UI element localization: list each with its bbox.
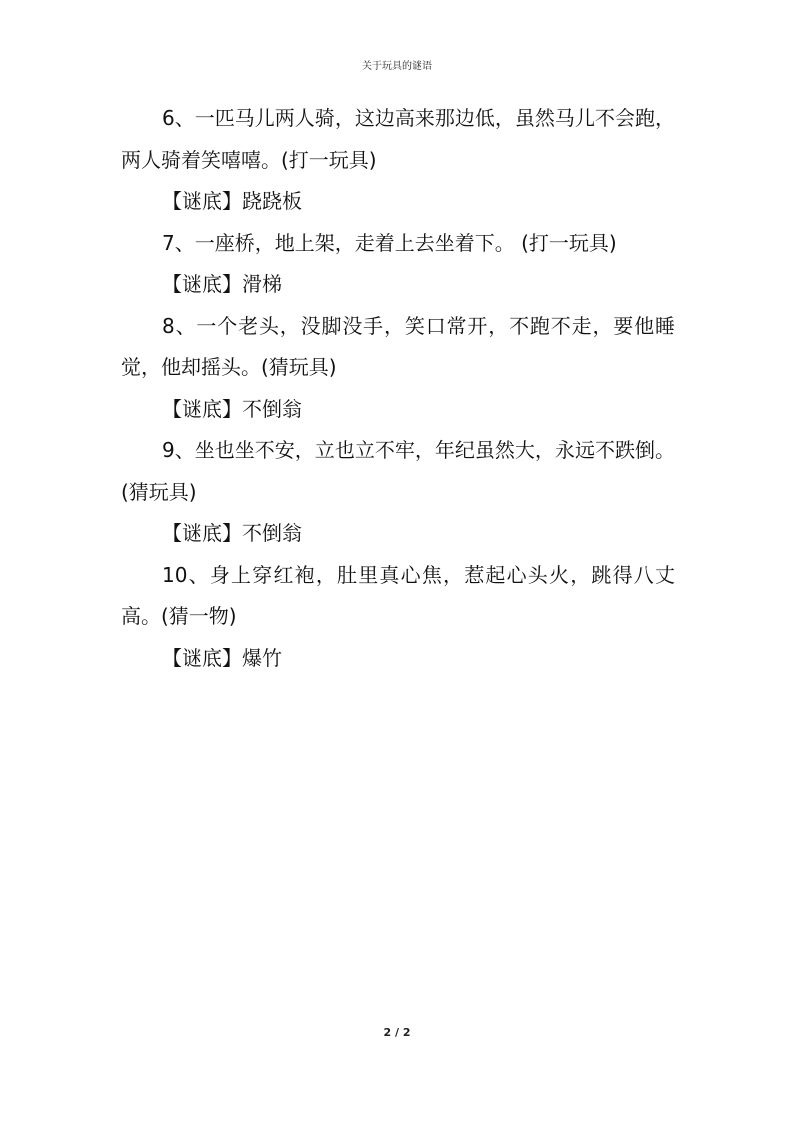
riddle-answer: 【谜底】跷跷板 [162,189,302,213]
riddle-question: 7、一座桥，地上架，走着上去坐着下。 (打一玩具) [162,230,617,255]
riddle-question: 9、坐也坐不安，立也立不牢，年纪虽然大，永远不跌倒。(猜玩具) [121,438,675,504]
riddle-answer: 【谜底】不倒翁 [162,521,302,545]
page-header: 关于玩具的谜语 [362,61,432,72]
riddle-question: 10、身上穿红袍，肚里真心焦，惹起心头火，跳得八丈高。(猜一物) [121,562,675,628]
riddle-answer: 【谜底】滑梯 [162,272,282,296]
riddle-question: 8、一个老头，没脚没手，笑口常开，不跑不走，要他睡觉，他却摇头。(猜玩具) [121,313,675,379]
riddle-answer: 【谜底】不倒翁 [162,396,302,421]
riddle-question: 6、一匹马儿两人骑，这边高来那边低，虽然马儿不会跑，两人骑着笑嘻嘻。(打一玩具) [121,106,675,172]
document-body [121,98,675,679]
page-number: 2 / 2 [383,1026,411,1039]
riddle-answer: 【谜底】爆竹 [162,645,282,670]
